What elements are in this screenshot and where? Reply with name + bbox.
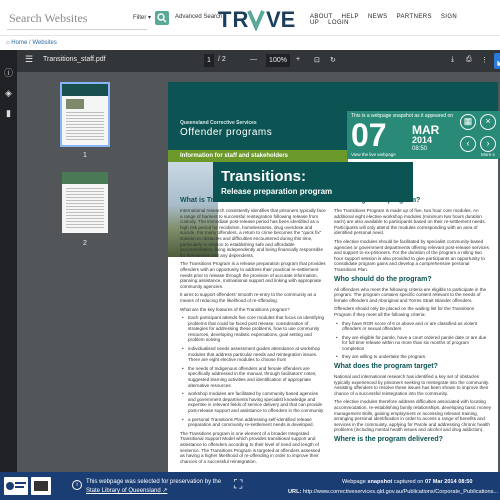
search-button[interactable] [155, 11, 169, 25]
snapshot-time: 08:50 [412, 146, 428, 152]
section-heading: Who should do the program? [334, 275, 432, 283]
slq-link-label: State Library of Queensland [86, 488, 161, 494]
fit-icon[interactable]: ⊡ [314, 57, 320, 64]
info-icon[interactable]: ⓘ [3, 68, 13, 78]
thumbnail-page-1[interactable] [62, 84, 108, 145]
external-link-icon: ↗ [162, 488, 168, 494]
url-info [288, 489, 498, 495]
search-input[interactable]: Search Websites [7, 8, 147, 30]
bullet-item: • workshop modules are facilitated by community based agencies and government departments having specialist knowledge and expertise in relevant fields of service delivery and that can provide post-release support and assistance to offenders in the community [180, 391, 326, 413]
svg-text:TR: TR [218, 7, 250, 31]
calendar-icon[interactable]: ▦ [460, 114, 476, 130]
layers-icon[interactable]: ◈ [5, 88, 12, 98]
more-vert-icon[interactable]: ⋮ [481, 57, 488, 64]
agency-name: Queensland Corrective Services [180, 120, 257, 126]
capture-rest: captured on [392, 479, 425, 485]
zoom-level-input[interactable]: 100% [266, 54, 290, 67]
site-header [0, 0, 500, 36]
download-icon[interactable]: ⤓ [451, 56, 455, 63]
trove-logo[interactable] [218, 7, 298, 31]
paragraph: Offenders should only be placed on the waiting list for the Transitions Program if they meet all the following criteria: [334, 306, 475, 317]
url-value[interactable]: http://www.correctiveservices.qld.gov.au/Publications/Corporate_Publications... [302, 489, 499, 495]
qld-government-logo [4, 477, 28, 495]
more-snapshots-link[interactable]: More s [481, 152, 495, 157]
paragraph: The Transitions Program is a release preparation program that provides offenders with an opportunity to address their practical re-settlement needs prior to release through the provision of accurate information, planning assistance, motivational support and linking with appropriate community agencies. [180, 261, 326, 289]
info-strip: Information for staff and stakeholders [168, 150, 348, 162]
section-heading: How long is the program? [334, 197, 421, 204]
bookmark-icon[interactable]: ▮ [6, 108, 11, 118]
program-heading: Offender programs [180, 127, 273, 138]
preservation-footer [0, 472, 500, 500]
svg-text:VE: VE [266, 7, 296, 31]
paragraph: International research consistently identifies that prisoners typically face a range of barriers to successful reintegration following release from custody. The immediate post-release period has been identified as a high risk period for recidivism, homelessness, drug overdose and suicide. For many offenders, a return to crime becomes the "quick fix" solution to obstacles and difficulties encountered during this time, particularly in relation to establishing safe and affordable accommodation, living independently and being financially responsible for themselves and any dependents. [180, 208, 326, 258]
nav-help[interactable]: HELP [341, 14, 359, 20]
breadcrumb-separator: / [28, 40, 31, 46]
nav-sign-up[interactable]: SIGN UP [310, 14, 458, 26]
bullet-item: • they have ROR score of 6 or above and or are classified as violent offenders or sexual offenders [334, 321, 492, 332]
snapshot-day: 07 [351, 117, 387, 153]
expand-button[interactable] [494, 53, 500, 69]
document-subtitle: Release preparation program [221, 187, 333, 196]
capture-info [342, 479, 473, 485]
chevron-right-icon[interactable]: › [480, 136, 496, 152]
breadcrumb-websites[interactable]: Websites [32, 40, 57, 46]
menu-icon[interactable]: ☰ [25, 54, 34, 64]
bullet-item: • they are willing to undertake the program. [334, 354, 492, 360]
bullet-item: • Each participant attends five core modules that focus on identifying problems that could be faced post release, consideration of strategies for addressing these problems, how to use community resources, developing realistic expectations, goal setting and problem solving [180, 315, 326, 343]
column-right [334, 194, 492, 447]
bullet-item: • they are eligible for parole, have a court ordered parole date or are due for full time release within no more than six months of program completion [334, 335, 492, 352]
capture-label: Webpage [342, 479, 368, 485]
bullet-item: • the needs of Indigenous offenders and female offenders are specifically addressed in the manual, through facilitators' notes, suggested learning activities and identification of appropriate alternative resources [180, 366, 326, 388]
section-heading: What does the program target? [334, 363, 438, 371]
nav-about[interactable]: ABOUT [310, 14, 333, 20]
home-icon: ⌂ [6, 40, 10, 46]
nav-partners[interactable]: PARTNERS [396, 14, 432, 20]
search-icon [155, 11, 169, 25]
pdf-toolbar [17, 50, 500, 72]
section-heading: What is Transitions? [180, 197, 249, 204]
column-left [180, 194, 326, 467]
capture-date: 07 Mar 2014 08:50 [424, 479, 473, 485]
paragraph: All offenders who meet the following criteria are eligible to participate in the program. The program contains specific content relevant to the needs of female offenders and Aboriginal and Torres Strait Islander offenders. [334, 286, 487, 303]
snapshot-panel [347, 111, 500, 159]
left-sidebar [0, 50, 17, 500]
advanced-search-link[interactable]: Advanced Search [175, 14, 223, 20]
url-label: URL: [288, 489, 302, 495]
zoom-in-button[interactable]: + [296, 56, 301, 63]
snapshot-year: 2014 [412, 135, 433, 145]
filter-dropdown[interactable] [133, 14, 151, 21]
print-icon[interactable]: ⎙ [466, 56, 472, 63]
document-title: Transitions: [221, 168, 307, 185]
capture-bold: snapshot [367, 479, 393, 485]
thumbnail-label-2: 2 [83, 240, 87, 247]
pdf-filename: Transitions_staff.pdf [43, 56, 106, 63]
nav-login[interactable]: LOGIN [328, 20, 349, 26]
paragraph: The elective modules should be facilitated by specialist community-based agencies or government departments offering relevant post-release services and support to ex-prisoners. For the duration of the program a rolling two hour support session is also provided to give participants an opportunity to consolidate program gains and develop a comprehensive personal Transitions Plan. [334, 238, 489, 272]
paragraph: National and international research has identified a key set of obstacles typically experienced by prisoners seeking to reintegrate into the community. Assisting offenders to resolve these issues has been shown to improve their chance of a successful reintegration into the community. [334, 374, 490, 396]
paragraph: What are the key features of the Transitions program? [180, 306, 290, 312]
rotate-icon[interactable]: ↻ [330, 57, 336, 64]
preserved-text: This webpage was selected for preservation by the [86, 479, 222, 485]
view-live-link[interactable]: View the live webpage [351, 152, 396, 157]
bullet-item: • a personal Transitions Plan addressing self-identified release preparation and community re-settlement needs is developed. [180, 417, 326, 428]
snapshot-month: MAR [412, 123, 440, 137]
thumbnail-label-1: 1 [83, 152, 87, 159]
thumbnail-pane [17, 72, 152, 500]
zoom-out-button[interactable]: — [250, 56, 257, 63]
page-total: / 2 [218, 56, 226, 63]
paragraph: The elective modules therefore address difficulties associated with locating accommodation, re-establishing family relationships, developing basic money management skills, gaining employment or accessing relevant training, arranging personal identification in order to access a range of benefits and services in the community, applying for Parole and addressing chronic health problems (including mental health issues and alcohol and drug addiction). [334, 399, 492, 433]
paragraph: The Transitions program is one element of a broader Integrated Transitional Support Model which provides transitional support and assistance to offenders according to their level of need and length of sentence. The Transitions Program is targeted at offenders assessed as having a higher likelihood of re-offending in order to improve their chances of a successful reintegration. [180, 430, 321, 464]
thumbnail-page-2[interactable] [62, 172, 108, 233]
breadcrumb [0, 36, 500, 50]
slq-logo [31, 477, 51, 495]
filter-label: Filter [133, 15, 147, 21]
close-icon[interactable]: × [480, 114, 496, 130]
info-icon[interactable]: i [72, 480, 82, 490]
chevron-down-icon: ▾ [148, 15, 152, 21]
chevron-left-icon[interactable]: ‹ [460, 136, 476, 152]
expand-icon [494, 53, 500, 69]
fullscreen-toggle-icon[interactable]: ⛶ [234, 477, 243, 491]
section-heading: Where is the program delivered? [334, 436, 443, 443]
breadcrumb-home[interactable]: Home [11, 40, 28, 46]
page-number-input[interactable]: 1 [204, 54, 214, 67]
top-nav [310, 14, 500, 26]
nav-news[interactable]: NEWS [367, 14, 388, 20]
paragraph: It aims to support offenders' smooth re-entry to the community as a means of reducing the likelihood of re-offending. [180, 292, 317, 303]
snapshot-header: This is a webpage snapshot as it appeared on [351, 113, 454, 119]
slq-link[interactable] [86, 487, 167, 494]
paragraph: The Transitions Program is made up of five, two hour core modules. An additional eight elective workshop modules (minimum two hours duration each) are also available to participants based on their re-settlement needs. Participants will only attend the modules corresponding with an area of identified personal need. [334, 208, 486, 236]
bullet-item: • individualised needs assessment guides attendance at workshop modules that address particular needs and reintegration issues. There are eight elective modules to choose from [180, 346, 326, 363]
